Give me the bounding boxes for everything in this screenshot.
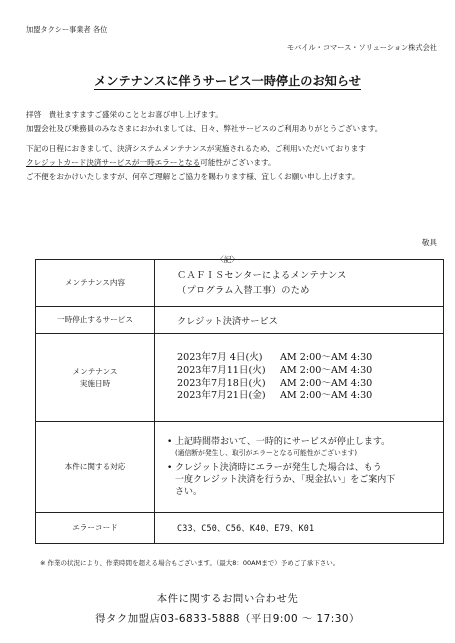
content-line-1: ＣＡＦＩＳセンターによるメンテナンス	[177, 270, 347, 281]
row-error-codes	[36, 513, 444, 544]
closing-keigu: 敬具	[421, 238, 437, 247]
label-schedule	[36, 334, 155, 422]
value-response	[155, 422, 444, 513]
footnote: ※ 作業の状況により、作業時間を超える場合もございます。（最大8：00AMまで）予めご了承下さい。	[40, 559, 340, 567]
schedule-time: AM 2:00～AM 4:30	[280, 352, 373, 364]
label-response: 本件に関する対応	[36, 422, 155, 513]
greeting: 拝啓 貴社ますますご盛栄のこととお喜び申し上げます。	[26, 110, 223, 119]
maintenance-info-table	[35, 259, 444, 544]
schedule-time: AM 2:00～AM 4:30	[280, 364, 373, 376]
schedule-item	[177, 365, 443, 378]
schedule-item	[177, 390, 443, 403]
content-line-2: （プログラム入替工事）のため	[177, 285, 310, 296]
schedule-date: 2023年7月11日(火)	[177, 364, 266, 376]
addressee: 加盟タクシー事業者 各位	[26, 25, 108, 34]
note-item-1	[167, 436, 437, 462]
label-maintenance-content: メンテナンス内容	[36, 260, 155, 307]
thanks-paragraph: 加盟会社及び乗務員のみなさまにおかれましては、日々、弊社サービスのご利用ありがとうございます。	[26, 123, 383, 133]
row-suspended-service	[36, 307, 444, 334]
schedule-date: 2023年7月 4日(火)	[177, 352, 263, 364]
value-maintenance-content	[155, 260, 444, 307]
ki-heading: 〈記〉	[216, 255, 239, 264]
schedule-time: AM 2:00～AM 4:30	[280, 377, 373, 389]
note-1-line-1: 上記時間帯おいて、一時的にサービスが停止します。	[175, 437, 391, 447]
row-response	[36, 422, 444, 513]
value-error-codes: C33、C50、C56、K40、E79、K01	[155, 513, 444, 544]
schedule-label-line-2: 実施日時	[79, 378, 111, 388]
bullet-icon: •	[167, 463, 173, 473]
schedule-label-line-1: メンテナンス	[72, 366, 118, 376]
schedule-item	[177, 378, 443, 391]
schedule-time: AM 2:00～AM 4:30	[280, 390, 373, 402]
apology-paragraph: ご不便をおかけいたしますが、何卒ご理解とご協力を賜わります様、宜しくお願い申し上げます。	[26, 171, 360, 181]
contact-phone-line: 得タク加盟店03-6833-5888（平日9:00 ～ 17:30）	[95, 613, 360, 625]
notice-title	[0, 72, 455, 89]
value-schedule	[155, 334, 444, 422]
note-1-text	[175, 436, 390, 462]
notice-underlined-text: クレジットカード決済サービスが一時エラーとなる	[26, 158, 201, 168]
notice-line-1: 下記の日程におきまして、決済システムメンテナンスが実施されるため、ご利用いただいております	[26, 144, 366, 154]
label-error-codes: エラーコード	[36, 513, 155, 544]
note-2-line-3: さい。	[175, 487, 203, 497]
notice-line-2-tail: 可能性がございます。	[200, 158, 276, 168]
row-schedule	[36, 334, 444, 422]
bullet-icon: •	[167, 437, 173, 447]
schedule-date: 2023年7月18日(火)	[177, 377, 266, 389]
note-2-text	[175, 462, 395, 498]
notice-body	[26, 108, 438, 184]
note-item-2	[167, 462, 437, 498]
note-2-line-2: 一度クレジット決済を行うか、「現金払い」をご案内下	[175, 475, 396, 485]
note-1-sub: (通信断が発生し、取引がエラーとなる可能性がございます)	[175, 449, 358, 457]
value-suspended-service: クレジット決済サービス	[155, 307, 444, 334]
note-2-line-1: クレジット決済時にエラーが発生した場合は、もう	[175, 463, 382, 473]
notice-title-text: メンテナンスに伴うサービス一時停止のお知らせ	[94, 74, 361, 88]
schedule-date: 2023年7月21日(金)	[177, 390, 266, 402]
sender-company: モバイル・コマース・ソリューション株式会社	[286, 43, 437, 52]
label-suspended-service: 一時停止するサービス	[36, 307, 155, 334]
contact-title: 本件に関するお問い合わせ先	[156, 593, 299, 605]
schedule-item	[177, 352, 443, 365]
notice-line-2	[26, 156, 438, 170]
row-maintenance-content	[36, 260, 444, 307]
spacer	[26, 135, 438, 142]
